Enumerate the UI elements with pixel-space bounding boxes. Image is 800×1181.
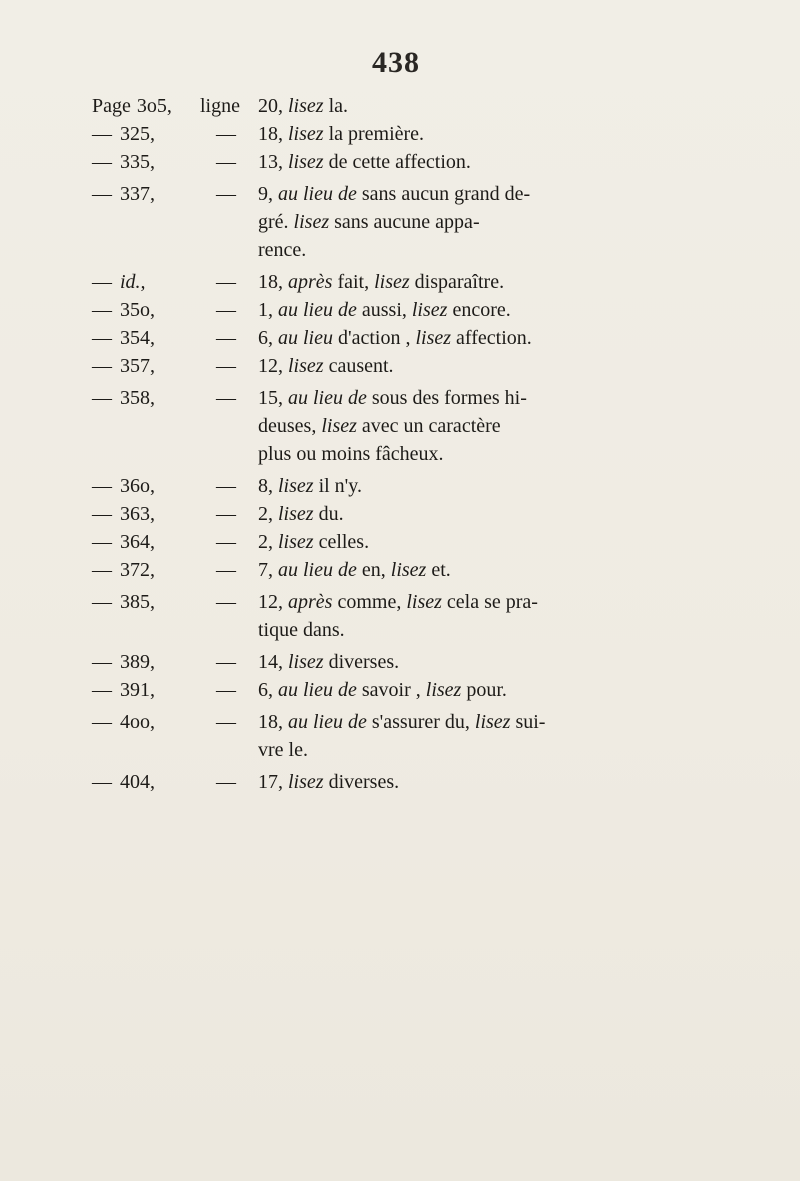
- correction-line: [258, 528, 752, 556]
- text-segment: cela se pra-: [441, 591, 538, 613]
- page-ref: [92, 676, 200, 704]
- page-ref: [92, 528, 200, 556]
- text-segment: aussi,: [356, 299, 412, 321]
- page-number-ref: 391,: [120, 679, 155, 701]
- correction-line: [258, 768, 752, 796]
- italic-keyword: lisez: [288, 651, 324, 673]
- correction-line: [258, 708, 752, 736]
- text-segment: 20,: [258, 95, 288, 117]
- text-segment: 6,: [258, 327, 278, 349]
- correction-text: [258, 768, 752, 796]
- text-segment: causent.: [323, 355, 394, 377]
- italic-keyword: au lieu de: [288, 711, 367, 733]
- page-ref: [92, 268, 200, 296]
- errata-entry: [92, 676, 752, 704]
- page-number: 438: [372, 46, 420, 79]
- text-segment: 9,: [258, 183, 278, 205]
- italic-keyword: lisez: [288, 95, 324, 117]
- page-ref: [92, 384, 200, 412]
- text-segment: gré.: [258, 211, 294, 233]
- italic-keyword: lisez: [278, 475, 314, 497]
- text-segment: diverses.: [323, 771, 400, 793]
- correction-text: [258, 324, 752, 352]
- ditto-dash: —: [216, 475, 236, 497]
- page-number-ref: 3o5,: [136, 95, 172, 117]
- correction-text: [258, 268, 752, 296]
- text-segment: 18,: [258, 711, 288, 733]
- correction-line: [258, 268, 752, 296]
- correction-line: [258, 500, 752, 528]
- correction-text: [258, 648, 752, 676]
- page-ref: [92, 648, 200, 676]
- italic-keyword: au lieu de: [278, 679, 357, 701]
- errata-entry: [92, 296, 752, 324]
- correction-line: [258, 556, 752, 584]
- ditto-dash: —: [216, 711, 236, 733]
- correction-text: [258, 120, 752, 148]
- italic-keyword: lisez: [293, 211, 330, 233]
- correction-line: [258, 236, 752, 264]
- page-number-ref: 36o,: [120, 475, 155, 497]
- text-segment: 18,: [258, 123, 288, 145]
- correction-line: [258, 588, 752, 616]
- page-number-ref: 335,: [120, 151, 155, 173]
- correction-line: [258, 412, 752, 440]
- text-segment: vre le.: [258, 739, 308, 761]
- text-segment: 2,: [258, 503, 278, 525]
- errata-entry: [92, 556, 752, 584]
- italic-keyword: lisez: [406, 591, 442, 613]
- text-segment: encore.: [447, 299, 511, 321]
- ditto-dash: —: [92, 151, 112, 173]
- errata-entry: [92, 500, 752, 528]
- page-ref: [92, 180, 200, 208]
- correction-line: [258, 120, 752, 148]
- text-segment: sans aucune appa-: [329, 211, 480, 233]
- text-segment: plus ou moins fâcheux.: [258, 443, 444, 465]
- text-segment: deuses,: [258, 415, 322, 437]
- ditto-dash: —: [92, 559, 112, 581]
- correction-text: [258, 180, 752, 264]
- ditto-dash: —: [92, 679, 112, 701]
- page-label: Page: [92, 95, 131, 117]
- errata-entry: [92, 384, 752, 468]
- text-segment: 17,: [258, 771, 288, 793]
- errata-entry: [92, 352, 752, 380]
- errata-entry: [92, 528, 752, 556]
- correction-line: [258, 384, 752, 412]
- text-segment: 8,: [258, 475, 278, 497]
- ditto-dash: —: [216, 387, 236, 409]
- errata-entry: [92, 472, 752, 500]
- text-segment: 18,: [258, 271, 288, 293]
- text-segment: sous des formes hi-: [366, 387, 527, 409]
- page-ref: [92, 708, 200, 736]
- italic-keyword: lisez: [288, 151, 324, 173]
- page-number-ref: 389,: [120, 651, 155, 673]
- correction-line: [258, 324, 752, 352]
- text-segment: avec un caractère: [356, 415, 501, 437]
- correction-line: [258, 648, 752, 676]
- page-ref: [92, 500, 200, 528]
- ditto-dash: —: [216, 299, 236, 321]
- correction-line: [258, 208, 752, 236]
- text-segment: savoir ,: [356, 679, 426, 701]
- ditto-dash: —: [216, 559, 236, 581]
- ditto-dash: —: [216, 355, 236, 377]
- ditto-dash: —: [216, 503, 236, 525]
- italic-keyword: lisez: [474, 711, 511, 733]
- correction-text: [258, 588, 752, 644]
- correction-text: [258, 500, 752, 528]
- text-segment: la.: [323, 95, 348, 117]
- page-number-ref: 372,: [120, 559, 155, 581]
- correction-line: [258, 736, 752, 764]
- text-segment: sui-: [510, 711, 546, 733]
- text-segment: affection.: [451, 327, 532, 349]
- text-segment: diverses.: [323, 651, 400, 673]
- text-segment: de cette affection.: [323, 151, 471, 173]
- ditto-dash: —: [92, 355, 112, 377]
- text-segment: comme,: [332, 591, 407, 613]
- errata-entry: [92, 120, 752, 148]
- correction-line: [258, 148, 752, 176]
- errata-entry: [92, 92, 752, 120]
- text-segment: d'action ,: [333, 327, 416, 349]
- ditto-dash: —: [216, 591, 236, 613]
- text-segment: 6,: [258, 679, 278, 701]
- errata-entry: [92, 648, 752, 676]
- ligne-label: ligne: [200, 95, 240, 117]
- page-number-ref: 404,: [120, 771, 155, 793]
- page-number-ref: 364,: [120, 531, 155, 553]
- correction-text: [258, 556, 752, 584]
- errata-entry: [92, 324, 752, 352]
- ditto-dash: —: [92, 771, 112, 793]
- text-segment: 12,: [258, 591, 288, 613]
- ditto-dash: —: [216, 327, 236, 349]
- italic-keyword: lisez: [288, 355, 324, 377]
- correction-line: [258, 676, 752, 704]
- page-number-ref: 325,: [120, 123, 155, 145]
- page-number-ref: 35o,: [120, 299, 155, 321]
- page-number-ref: 4oo,: [120, 711, 155, 733]
- text-segment: sans aucun grand de-: [356, 183, 531, 205]
- ditto-dash: —: [216, 651, 236, 673]
- correction-text: [258, 528, 752, 556]
- text-segment: 2,: [258, 531, 278, 553]
- text-segment: 1,: [258, 299, 278, 321]
- ditto-dash: —: [92, 531, 112, 553]
- page-number-ref: id.,: [120, 271, 146, 293]
- ditto-dash: —: [216, 123, 236, 145]
- italic-keyword: après: [288, 271, 333, 293]
- ditto-dash: —: [92, 271, 112, 293]
- italic-keyword: lisez: [425, 679, 462, 701]
- italic-keyword: lisez: [390, 559, 427, 581]
- text-segment: la première.: [323, 123, 425, 145]
- ditto-dash: —: [216, 271, 236, 293]
- correction-text: [258, 352, 752, 380]
- errata-entry: [92, 148, 752, 176]
- ditto-dash: —: [92, 387, 112, 409]
- ditto-dash: —: [92, 651, 112, 673]
- text-segment: 13,: [258, 151, 288, 173]
- correction-line: [258, 440, 752, 468]
- page-ref: [92, 588, 200, 616]
- text-segment: rence.: [258, 239, 307, 261]
- ditto-dash: —: [92, 183, 112, 205]
- page-number-ref: 385,: [120, 591, 155, 613]
- page-number-ref: 357,: [120, 355, 155, 377]
- ditto-dash: —: [216, 183, 236, 205]
- text-segment: 15,: [258, 387, 288, 409]
- correction-text: [258, 92, 752, 120]
- ditto-dash: —: [92, 711, 112, 733]
- correction-line: [258, 180, 752, 208]
- page-ref: [92, 768, 200, 796]
- italic-keyword: après: [288, 591, 333, 613]
- italic-keyword: lisez: [415, 327, 452, 349]
- italic-keyword: lisez: [411, 299, 448, 321]
- text-segment: il n'y.: [313, 475, 362, 497]
- ditto-dash: —: [216, 151, 236, 173]
- page-ref: [92, 296, 200, 324]
- page-ref: [92, 92, 200, 120]
- italic-keyword: au lieu de: [278, 559, 357, 581]
- errata-list: [92, 92, 752, 796]
- ditto-dash: —: [92, 591, 112, 613]
- page-number-ref: 337,: [120, 183, 155, 205]
- page-ref: [92, 352, 200, 380]
- text-segment: celles.: [313, 531, 370, 553]
- text-segment: en,: [356, 559, 391, 581]
- page-number-ref: 354,: [120, 327, 155, 349]
- page-ref: [92, 556, 200, 584]
- italic-keyword: au lieu de: [278, 299, 357, 321]
- italic-keyword: lisez: [321, 415, 357, 437]
- text-segment: pour.: [461, 679, 507, 701]
- ditto-dash: —: [92, 327, 112, 349]
- errata-entry: [92, 708, 752, 764]
- page-ref: [92, 120, 200, 148]
- correction-text: [258, 384, 752, 468]
- text-segment: 7,: [258, 559, 278, 581]
- text-segment: tique dans.: [258, 619, 345, 641]
- italic-keyword: lisez: [278, 503, 314, 525]
- errata-entry: [92, 268, 752, 296]
- italic-keyword: au lieu: [278, 327, 333, 349]
- correction-line: [258, 472, 752, 500]
- text-segment: du.: [313, 503, 344, 525]
- correction-text: [258, 676, 752, 704]
- italic-keyword: au lieu de: [278, 183, 357, 205]
- ditto-dash: —: [92, 123, 112, 145]
- italic-keyword: lisez: [374, 271, 410, 293]
- correction-line: [258, 352, 752, 380]
- text-segment: 12,: [258, 355, 288, 377]
- correction-text: [258, 708, 752, 764]
- italic-keyword: lisez: [278, 531, 314, 553]
- page-ref: [92, 148, 200, 176]
- correction-text: [258, 472, 752, 500]
- ditto-dash: —: [92, 475, 112, 497]
- errata-entry: [92, 588, 752, 644]
- italic-keyword: au lieu de: [288, 387, 367, 409]
- text-segment: 14,: [258, 651, 288, 673]
- page-ref: [92, 472, 200, 500]
- ditto-dash: —: [216, 531, 236, 553]
- correction-text: [258, 296, 752, 324]
- correction-text: [258, 148, 752, 176]
- ditto-dash: —: [92, 503, 112, 525]
- ditto-dash: —: [216, 679, 236, 701]
- ditto-dash: —: [92, 299, 112, 321]
- correction-line: [258, 296, 752, 324]
- errata-entry: [92, 180, 752, 264]
- page-ref: [92, 324, 200, 352]
- correction-line: [258, 92, 752, 120]
- italic-keyword: lisez: [288, 771, 324, 793]
- page-number-ref: 363,: [120, 503, 155, 525]
- correction-line: [258, 616, 752, 644]
- errata-entry: [92, 768, 752, 796]
- ditto-dash: —: [216, 771, 236, 793]
- text-segment: fait,: [332, 271, 375, 293]
- text-segment: s'assurer du,: [366, 711, 475, 733]
- page-number-ref: 358,: [120, 387, 155, 409]
- text-segment: disparaître.: [409, 271, 505, 293]
- text-segment: et.: [426, 559, 451, 581]
- italic-keyword: lisez: [288, 123, 324, 145]
